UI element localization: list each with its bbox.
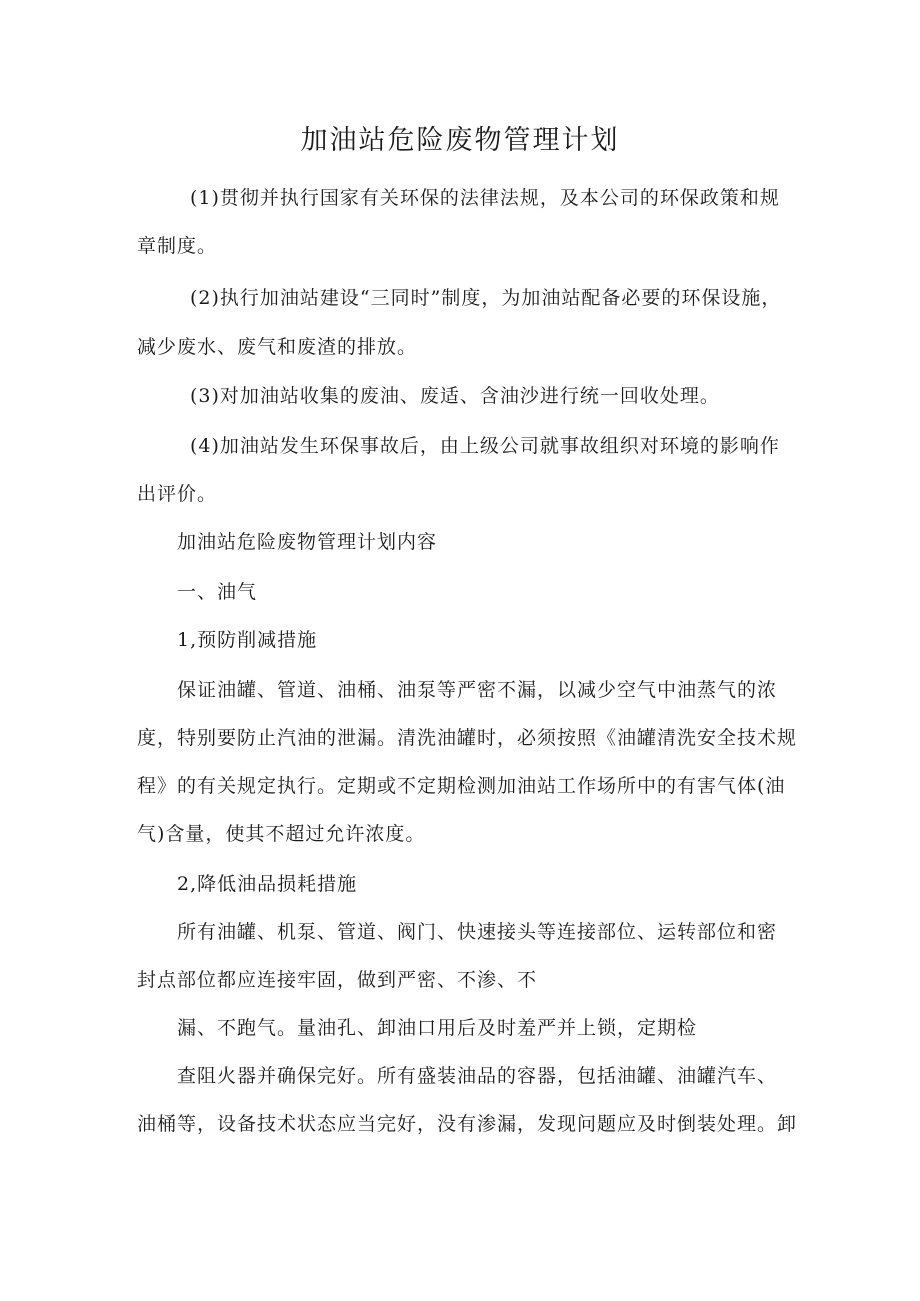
paragraph-line: 度，特别要防止汽油的泄漏。清洗油罐时，必须按照《油罐清洗安全技术规 <box>137 727 798 749</box>
paragraph-line: (3)对加油站收集的废油、废适、含油沙进行统一回收处理。 <box>190 385 720 407</box>
paragraph-line: (1)贯彻并执行国家有关环保的法律法规，及本公司的环保政策和规 <box>190 187 780 209</box>
paragraph-line: 减少废水、废气和废渣的排放。 <box>137 336 418 358</box>
subsection-heading: 1,预防削减措施 <box>177 629 318 651</box>
paragraph-line: 程》的有关规定执行。定期或不定期检测加油站工作场所中的有害气体(油 <box>137 775 786 797</box>
paragraph-line: 所有油罐、机泵、管道、阀门、快速接头等连接部位、运转部位和密 <box>177 921 778 943</box>
paragraph-line: 气)含量，使其不超过允许浓度。 <box>137 823 426 845</box>
paragraph-line: 查阻火器并确保完好。所有盛装油品的容器，包括油罐、油罐汽车、 <box>177 1065 778 1087</box>
section-heading: 一、油气 <box>177 581 258 603</box>
paragraph-line: 保证油罐、管道、油桶、油泵等严密不漏，以减少空气中油蒸气的浓 <box>177 679 778 701</box>
paragraph-line: 出评价。 <box>137 483 218 505</box>
paragraph-line: (2)执行加油站建设“三同时”制度，为加油站配备必要的环保设施， <box>190 287 782 309</box>
subsection-heading: 2,降低油品损耗措施 <box>177 873 358 895</box>
paragraph-line: (4)加油站发生环保事故后，由上级公司就事故组织对环境的影响作 <box>190 435 780 457</box>
document-title: 加油站危险废物管理计划 <box>300 125 620 156</box>
paragraph-line: 漏、不跑气。量油孔、卸油口用后及时羞严并上锁，定期检 <box>177 1017 698 1039</box>
paragraph-line: 章制度。 <box>137 235 218 257</box>
paragraph-line: 封点部位都应连接牢固，做到严密、不渗、不 <box>137 969 538 991</box>
paragraph-line: 油桶等，设备技术状态应当完好，没有渗漏，发现问题应及时倒装处理。卸 <box>137 1113 798 1135</box>
section-heading: 加油站危险废物管理计划内容 <box>177 531 438 553</box>
